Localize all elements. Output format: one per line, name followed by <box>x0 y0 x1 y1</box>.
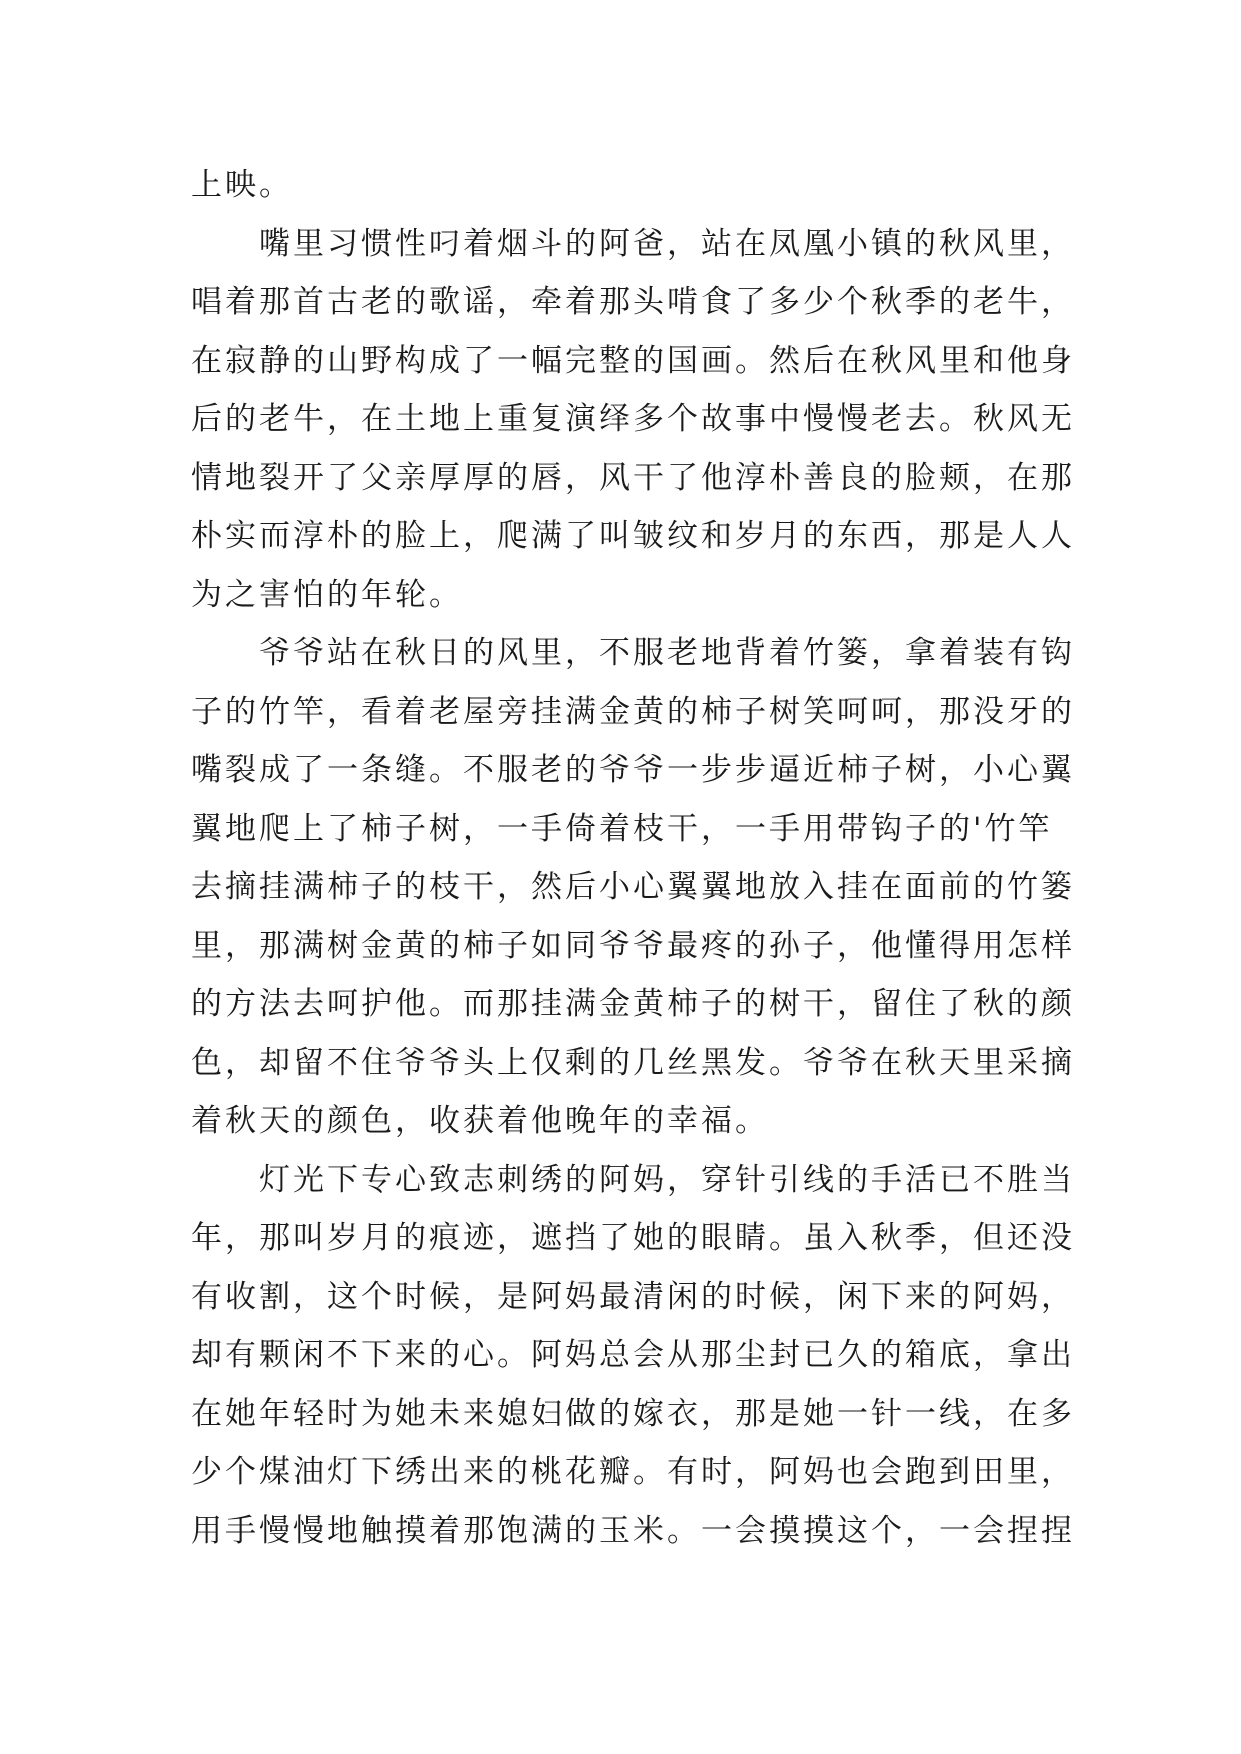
text-line: 在寂静的山野构成了一幅完整的国画。然后在秋风里和他身 <box>191 342 1075 379</box>
document-body <box>191 156 1075 1560</box>
paragraph-first-line: 嘴里习惯性叼着烟斗的阿爸，站在凤凰小镇的秋风里， <box>259 225 1075 262</box>
text-line: 色，却留不住爷爷头上仅剩的几丝黑发。爷爷在秋天里采摘 <box>191 1044 1075 1081</box>
text-line: 为之害怕的年轮。 <box>191 576 463 613</box>
text-line: 朴实而淳朴的脸上，爬满了叫皱纹和岁月的东西，那是人人 <box>191 518 1075 554</box>
text-line: 子的竹竿，看着老屋旁挂满金黄的柿子树笑呵呵，那没牙的 <box>191 693 1075 730</box>
text-line: 在她年轻时为她未来媳妇做的嫁衣，那是她一针一线，在多 <box>191 1395 1075 1432</box>
paragraph-first-line: 灯光下专心致志刺绣的阿妈，穿针引线的手活已不胜当 <box>259 1161 1075 1198</box>
text-line: 少个煤油灯下绣出来的桃花瓣。有时，阿妈也会跑到田里， <box>191 1454 1075 1490</box>
text-line: 去摘挂满柿子的枝干，然后小心翼翼地放入挂在面前的竹篓 <box>191 869 1075 905</box>
text-line: 年，那叫岁月的痕迹，遮挡了她的眼睛。虽入秋季，但还没 <box>191 1220 1075 1256</box>
text-line: 着秋天的颜色，收获着他晚年的幸福。 <box>191 1103 769 1139</box>
text-line: 有收割，这个时候，是阿妈最清闲的时候，闲下来的阿妈， <box>191 1278 1075 1315</box>
text-line: 唱着那首古老的歌谣，牵着那头啃食了多少个秋季的老牛， <box>191 284 1075 320</box>
paragraph-first-line: 爷爷站在秋日的风里，不服老地背着竹篓，拿着装有钩 <box>259 635 1075 671</box>
text-line: 上映。 <box>191 167 293 203</box>
text-line: 却有颗闲不下来的心。阿妈总会从那尘封已久的箱底，拿出 <box>191 1337 1075 1373</box>
text-line: 里，那满树金黄的柿子如同爷爷最疼的孙子，他懂得用怎样 <box>191 927 1075 964</box>
text-line: 后的老牛，在土地上重复演绎多个故事中慢慢老去。秋风无 <box>191 401 1075 437</box>
text-line: 的方法去呵护他。而那挂满金黄柿子的树干，留住了秋的颜 <box>191 986 1075 1022</box>
text-line: 用手慢慢地触摸着那饱满的玉米。一会摸摸这个，一会捏捏 <box>191 1512 1075 1549</box>
text-line: 嘴裂成了一条缝。不服老的爷爷一步步逼近柿子树，小心翼 <box>191 752 1075 788</box>
text-line: 情地裂开了父亲厚厚的唇，风干了他淳朴善良的脸颊，在那 <box>191 459 1075 496</box>
text-line: 翼地爬上了柿子树，一手倚着枝干，一手用带钩子的'竹竿 <box>191 810 1053 847</box>
